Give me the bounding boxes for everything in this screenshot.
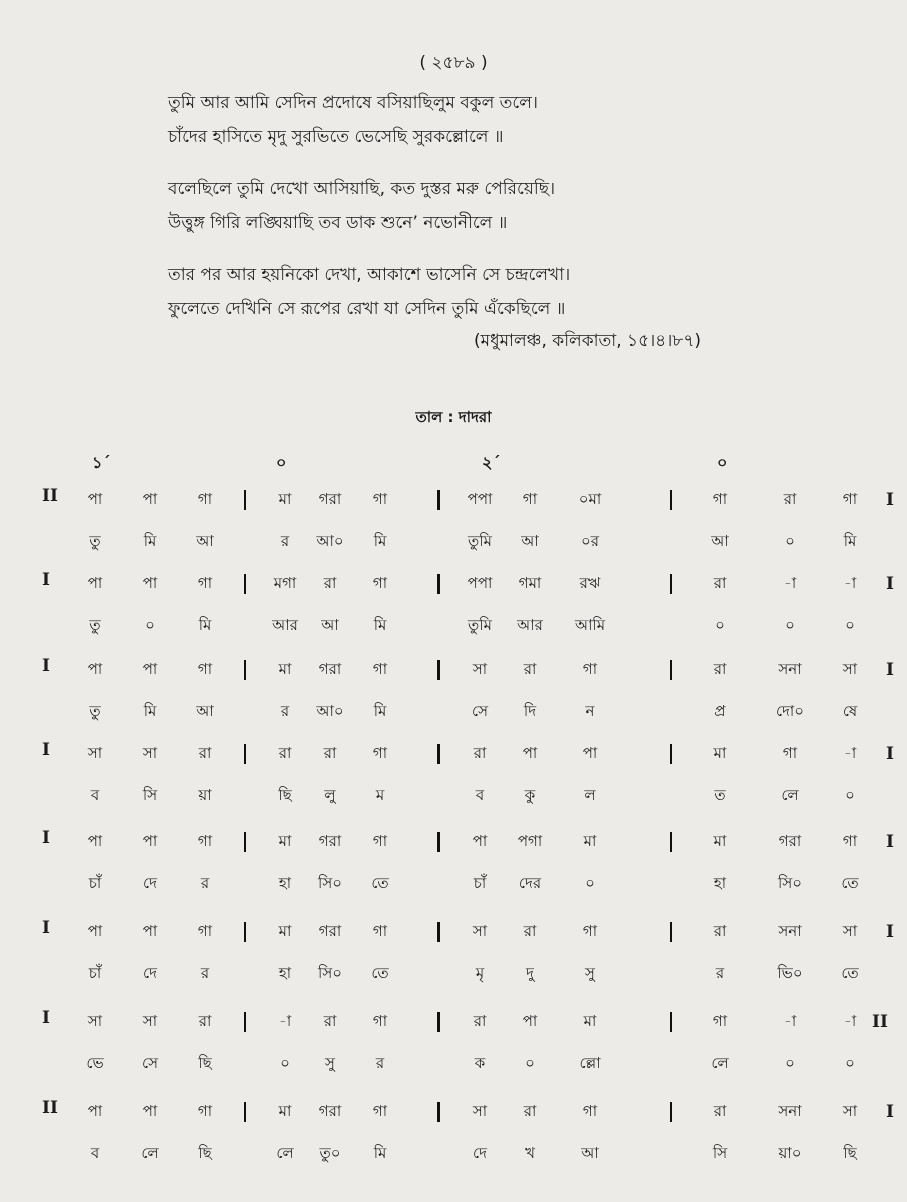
swara-note: গা — [522, 490, 538, 508]
lyric-syllable: চাঁ — [473, 874, 487, 892]
swara-note: গা — [372, 660, 388, 678]
swara-note: গা — [197, 490, 213, 508]
measure-bar — [437, 490, 440, 510]
swara-note: গা — [197, 832, 213, 850]
lyric-syllable: মি — [373, 532, 387, 550]
lyric-syllable: প্র — [714, 702, 726, 720]
swara-note: গা — [197, 660, 213, 678]
lyric-syllable: তে — [371, 874, 389, 892]
lyric-line: বলেছিলে তুমি দেখো আসিয়াছি, কত দুস্তর মরু পেরিয়েছি। — [168, 179, 556, 199]
lyric-syllable: ব — [475, 786, 485, 804]
lyric-syllable: আ — [581, 1144, 599, 1162]
swara-note: পা — [87, 490, 103, 508]
swara-note: সা — [87, 744, 103, 762]
swara-note: গমা — [518, 574, 542, 592]
lyric-syllable: তু০ — [319, 1144, 341, 1162]
lyric-syllable: তুমি — [468, 532, 492, 550]
row-start-bar: II — [42, 1098, 58, 1118]
swara-note: পা — [142, 574, 158, 592]
swara-note: গা — [582, 1102, 598, 1120]
row-end-bar: I — [886, 660, 894, 680]
lyric-syllable: সি০ — [318, 964, 342, 982]
lyric-syllable: র — [280, 702, 290, 720]
swara-note: পপা — [467, 490, 493, 508]
lyric-syllable: ষে — [842, 702, 858, 720]
lyric-syllable: য়া০ — [778, 1144, 802, 1162]
lyric-syllable: ০ — [525, 1054, 535, 1072]
lyric-syllable: আ — [196, 532, 214, 550]
measure-bar — [670, 660, 672, 680]
swara-note: গা — [842, 832, 858, 850]
lyric-syllable: দে — [143, 964, 157, 982]
swara-note: গা — [372, 574, 388, 592]
lyric-syllable: ন — [585, 702, 595, 720]
swara-note: পা — [87, 832, 103, 850]
measure-bar — [670, 744, 672, 764]
row-start-bar: II — [42, 486, 58, 506]
swara-note: মা — [713, 744, 727, 762]
lyric-syllable: ব — [90, 1144, 100, 1162]
lyric-syllable: দে — [473, 1144, 487, 1162]
swara-note: সনা — [778, 660, 802, 678]
lyric-syllable: মি — [843, 532, 857, 550]
swara-note: রঋ — [579, 574, 601, 592]
swara-note: -া — [278, 1012, 292, 1030]
swara-note: পা — [522, 744, 538, 762]
swara-note: পগা — [517, 832, 543, 850]
row-end-bar: II — [872, 1012, 888, 1032]
swara-note: গরা — [318, 660, 342, 678]
swara-note: রা — [278, 744, 292, 762]
lyric-syllable: হা — [278, 964, 292, 982]
tala-title: তাল : দাদরা — [415, 408, 492, 426]
lyric-syllable: আ — [711, 532, 729, 550]
measure-bar — [244, 660, 246, 680]
swara-note: রা — [198, 1012, 212, 1030]
lyric-syllable: লে — [276, 1144, 294, 1162]
swara-note: পা — [142, 1102, 158, 1120]
swara-note: রা — [523, 1102, 537, 1120]
swara-note: রা — [783, 490, 797, 508]
beat-mark: ০ — [276, 453, 287, 472]
swara-note: পা — [87, 922, 103, 940]
lyric-syllable: তু — [89, 532, 101, 550]
lyric-syllable: তে — [841, 964, 859, 982]
swara-note: পা — [142, 660, 158, 678]
swara-note: গরা — [778, 832, 802, 850]
swara-note: গা — [712, 1012, 728, 1030]
swara-note: রা — [713, 660, 727, 678]
swara-note: গা — [197, 922, 213, 940]
lyric-syllable: দু — [526, 964, 534, 982]
swara-note: সনা — [778, 1102, 802, 1120]
lyric-syllable: লু — [324, 786, 336, 804]
measure-bar — [437, 1012, 440, 1032]
measure-bar — [437, 744, 440, 764]
lyric-syllable: হা — [713, 874, 727, 892]
lyric-syllable: মৃ — [475, 964, 485, 982]
measure-bar — [437, 922, 440, 942]
lyric-syllable: ব — [90, 786, 100, 804]
lyric-syllable: সে — [472, 702, 488, 720]
lyric-syllable: ০ — [845, 616, 855, 634]
swara-note: রা — [713, 922, 727, 940]
swara-note: রা — [323, 574, 337, 592]
swara-note: -া — [843, 744, 857, 762]
lyric-syllable: দো০ — [775, 702, 805, 720]
lyric-line: তুমি আর আমি সেদিন প্রদোষে বসিয়াছিলুম বকুল তলে। — [168, 93, 538, 113]
measure-bar — [670, 574, 672, 594]
lyric-syllable: আ — [521, 532, 539, 550]
row-start-bar: I — [42, 828, 50, 848]
lyric-syllable: দে — [143, 874, 157, 892]
lyric-syllable: ল্লো — [579, 1054, 601, 1072]
measure-bar — [670, 1102, 672, 1122]
source-citation: (মধুমালঞ্চ, কলিকাতা, ১৫।৪।৮৭) — [474, 331, 702, 351]
row-end-bar: I — [886, 832, 894, 852]
swara-note: মা — [278, 1102, 292, 1120]
lyric-syllable: ভে — [86, 1054, 104, 1072]
lyric-syllable: সু — [585, 964, 595, 982]
lyric-syllable: তু — [89, 616, 101, 634]
beat-mark: ০ — [717, 453, 728, 472]
measure-bar — [437, 832, 440, 852]
lyric-syllable: ছি — [198, 1144, 212, 1162]
swara-note: পা — [87, 574, 103, 592]
measure-bar — [670, 922, 672, 942]
lyric-syllable: মি — [198, 616, 212, 634]
lyric-syllable: ০ — [785, 1054, 795, 1072]
measure-bar — [437, 660, 440, 680]
swara-note: -া — [783, 1012, 797, 1030]
measure-bar — [244, 832, 246, 852]
lyric-syllable: দের — [518, 874, 542, 892]
swara-note: রা — [523, 922, 537, 940]
lyric-syllable: ছি — [843, 1144, 857, 1162]
swara-note: গা — [197, 1102, 213, 1120]
lyric-syllable: মি — [373, 616, 387, 634]
swara-note: রা — [473, 744, 487, 762]
swara-note: গা — [372, 744, 388, 762]
lyric-syllable: মি — [373, 1144, 387, 1162]
lyric-syllable: মি — [373, 702, 387, 720]
swara-note: গরা — [318, 922, 342, 940]
measure-bar — [670, 490, 672, 510]
measure-bar — [244, 1102, 246, 1122]
swara-note: সা — [472, 660, 488, 678]
swara-note: গা — [372, 832, 388, 850]
swara-note: -া — [843, 1012, 857, 1030]
lyric-syllable: মি — [143, 532, 157, 550]
lyric-syllable: লে — [781, 786, 799, 804]
lyric-syllable: ০ — [845, 786, 855, 804]
measure-bar — [244, 1012, 246, 1032]
swara-note: মা — [583, 832, 597, 850]
swara-note: মা — [713, 832, 727, 850]
swara-note: ০মা — [578, 490, 602, 508]
lyric-syllable: আ — [321, 616, 339, 634]
lyric-syllable: ০ — [715, 616, 725, 634]
lyric-syllable: ০ — [280, 1054, 290, 1072]
swara-note: -া — [843, 574, 857, 592]
lyric-line: তার পর আর হয়নিকো দেখা, আকাশে ভাসেনি সে চন্দ্রলেখা। — [168, 265, 571, 285]
lyric-syllable: সু — [325, 1054, 335, 1072]
swara-note: রা — [713, 574, 727, 592]
lyric-syllable: সে — [142, 1054, 158, 1072]
lyric-syllable: ভি০ — [777, 964, 803, 982]
measure-bar — [244, 922, 246, 942]
lyric-syllable: ০র — [580, 532, 600, 550]
measure-bar — [437, 574, 440, 594]
lyric-syllable: সি০ — [778, 874, 802, 892]
swara-note: পা — [582, 744, 598, 762]
lyric-syllable: ম — [375, 786, 385, 804]
lyric-syllable: ০ — [845, 1054, 855, 1072]
row-start-bar: I — [42, 656, 50, 676]
swara-note: পা — [87, 660, 103, 678]
swara-note: গা — [372, 1102, 388, 1120]
lyric-syllable: চাঁ — [88, 964, 102, 982]
swara-note: সনা — [778, 922, 802, 940]
swara-note: গা — [372, 490, 388, 508]
lyric-syllable: ০ — [785, 616, 795, 634]
lyric-syllable: চাঁ — [88, 874, 102, 892]
lyric-syllable: র — [200, 964, 210, 982]
swara-note: সা — [142, 1012, 158, 1030]
swara-note: মা — [278, 832, 292, 850]
swara-note: গা — [842, 490, 858, 508]
lyric-line: চাঁদের হাসিতে মৃদু সুরভিতে ভেসেছি সুরকল্লোলে ॥ — [168, 127, 504, 147]
swara-note: পা — [87, 1102, 103, 1120]
swara-note: পা — [142, 922, 158, 940]
lyric-syllable: ০ — [585, 874, 595, 892]
swara-note: রা — [713, 1102, 727, 1120]
lyric-syllable: সি — [142, 786, 158, 804]
lyric-syllable: আ — [196, 702, 214, 720]
swara-note: গা — [372, 1012, 388, 1030]
swara-note: সা — [842, 922, 858, 940]
measure-bar — [244, 490, 246, 510]
lyric-syllable: আমি — [574, 616, 606, 634]
lyric-syllable: লে — [141, 1144, 159, 1162]
swara-note: পা — [142, 832, 158, 850]
row-end-bar: I — [886, 1102, 894, 1122]
swara-note: গা — [372, 922, 388, 940]
lyric-syllable: কু — [524, 786, 536, 804]
row-end-bar: I — [886, 744, 894, 764]
swara-note: মা — [278, 490, 292, 508]
measure-bar — [670, 832, 672, 852]
swara-note: রা — [323, 1012, 337, 1030]
lyric-syllable: তে — [841, 874, 859, 892]
row-start-bar: I — [42, 918, 50, 938]
swara-note: মগা — [273, 574, 297, 592]
lyric-syllable: ক — [474, 1054, 486, 1072]
measure-bar — [244, 744, 246, 764]
beat-mark: ২´ — [482, 453, 501, 472]
swara-note: সা — [142, 744, 158, 762]
lyric-syllable: আ০ — [316, 532, 344, 550]
lyric-syllable: র — [715, 964, 725, 982]
row-end-bar: I — [886, 490, 894, 510]
lyric-syllable: তুমি — [468, 616, 492, 634]
lyric-syllable: ল — [584, 786, 596, 804]
swara-note: সা — [472, 1102, 488, 1120]
swara-note: সা — [87, 1012, 103, 1030]
lyric-syllable: তে — [371, 964, 389, 982]
lyric-syllable: আ০ — [316, 702, 344, 720]
lyric-syllable: হা — [278, 874, 292, 892]
swara-note: গরা — [318, 1102, 342, 1120]
swara-note: গা — [197, 574, 213, 592]
lyric-syllable: ০ — [785, 532, 795, 550]
swara-note: পা — [142, 490, 158, 508]
lyric-syllable: আর — [272, 616, 298, 634]
lyric-syllable: ছি — [198, 1054, 212, 1072]
swara-note: মা — [583, 1012, 597, 1030]
lyric-syllable: য়া — [198, 786, 212, 804]
lyric-line: ফুলেতে দেখিনি সে রূপের রেখা যা সেদিন তুমি এঁকেছিলে ॥ — [168, 299, 566, 319]
swara-note: গরা — [318, 832, 342, 850]
row-end-bar: I — [886, 574, 894, 594]
page-number: ( ২৫৮৯ ) — [419, 53, 488, 73]
swara-note: পপা — [467, 574, 493, 592]
row-start-bar: I — [42, 1008, 50, 1028]
lyric-syllable: ছি — [278, 786, 292, 804]
swara-note: গরা — [318, 490, 342, 508]
swara-note: গা — [582, 660, 598, 678]
swara-note: গা — [712, 490, 728, 508]
row-start-bar: I — [42, 740, 50, 760]
swara-note: গা — [582, 922, 598, 940]
lyric-syllable: আর — [517, 616, 543, 634]
lyric-syllable: তু — [89, 702, 101, 720]
measure-bar — [244, 574, 246, 594]
lyric-syllable: র — [280, 532, 290, 550]
swara-note: মা — [278, 660, 292, 678]
swara-note: পা — [522, 1012, 538, 1030]
lyric-syllable: খ — [525, 1144, 535, 1162]
swara-note: রা — [473, 1012, 487, 1030]
swara-note: রা — [523, 660, 537, 678]
lyric-line: উত্তুঙ্গ গিরি লঙ্ঘিয়াছি তব ডাক শুনে’ নভোনীলে ॥ — [168, 213, 508, 233]
lyric-syllable: লে — [711, 1054, 729, 1072]
row-start-bar: I — [42, 570, 50, 590]
lyric-syllable: সি — [712, 1144, 728, 1162]
swara-note: সা — [472, 922, 488, 940]
swara-note: মা — [278, 922, 292, 940]
measure-bar — [437, 1102, 440, 1122]
swara-note: রা — [323, 744, 337, 762]
lyric-syllable: র — [375, 1054, 385, 1072]
lyric-syllable: ০ — [145, 616, 155, 634]
beat-mark: ১´ — [92, 453, 111, 472]
swara-note: সা — [842, 1102, 858, 1120]
lyric-syllable: র — [200, 874, 210, 892]
swara-note: -া — [783, 574, 797, 592]
swara-note: রা — [198, 744, 212, 762]
swara-note: সা — [842, 660, 858, 678]
measure-bar — [670, 1012, 672, 1032]
swara-note: গা — [782, 744, 798, 762]
lyric-syllable: সি০ — [318, 874, 342, 892]
lyric-syllable: ত — [714, 786, 726, 804]
row-end-bar: I — [886, 922, 894, 942]
swara-note: পা — [472, 832, 488, 850]
lyric-syllable: দি — [523, 702, 537, 720]
lyric-syllable: মি — [143, 702, 157, 720]
